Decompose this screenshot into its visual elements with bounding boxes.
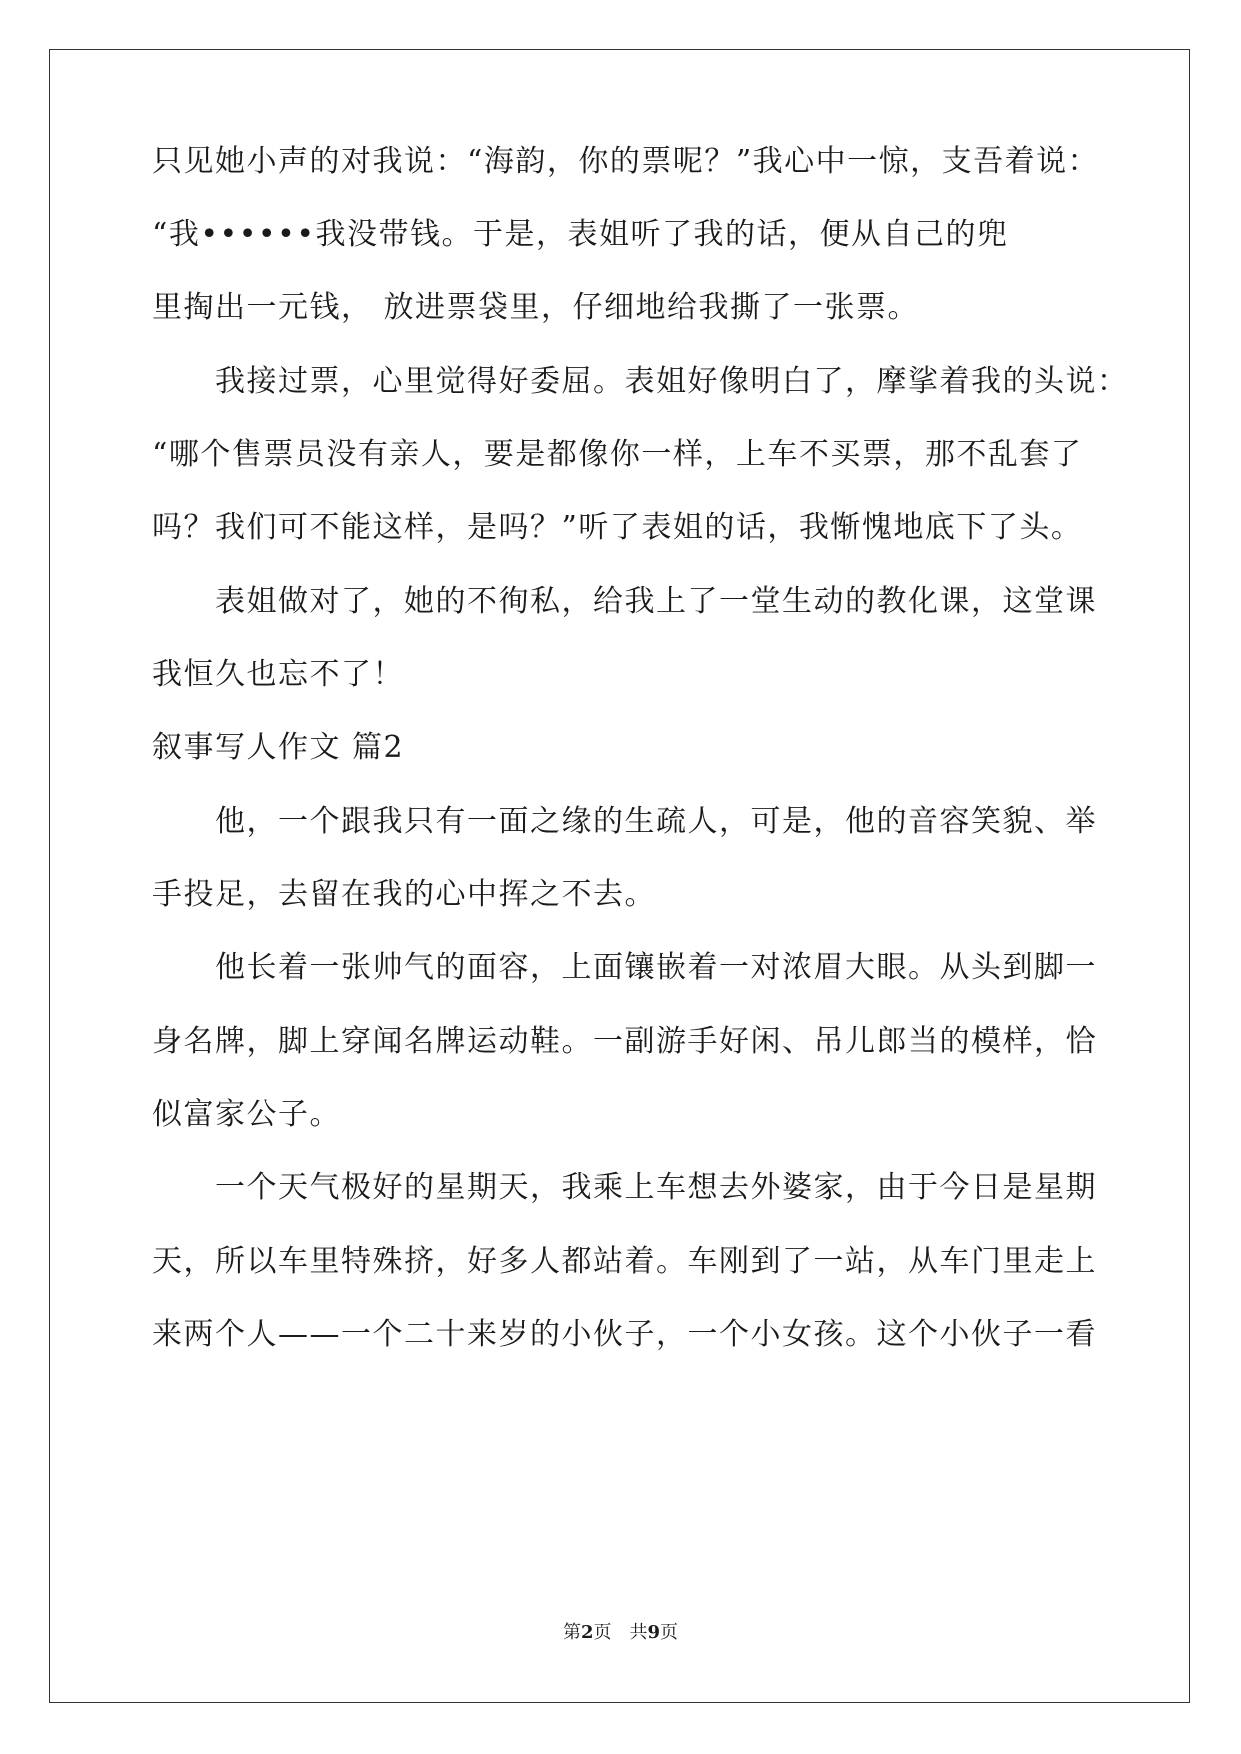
text-line: 似富家公子。 bbox=[152, 1097, 341, 1132]
page-current: 2 bbox=[580, 1622, 594, 1643]
text-line: 我恒久也忘不了！ bbox=[152, 657, 404, 692]
page-suffix: 页 bbox=[660, 1622, 679, 1643]
text-line: 我接过票，心里觉得好委屈。表姐好像明白了，摩挲着我的头说： bbox=[152, 364, 1129, 399]
text-line: 来两个人——一个二十来岁的小伙子，一个小女孩。这个小伙子一看 bbox=[152, 1317, 1097, 1352]
text-line: 表姐做对了，她的不徇私，给我上了一堂生动的教化课，这堂课 bbox=[152, 584, 1097, 619]
text-line: “我••••••我没带钱。于是，表姐听了我的话，便从自己的兜 bbox=[152, 217, 1009, 252]
text-line: 只见她小声的对我说：“海韵，你的票呢？”我心中一惊，支吾着说： bbox=[152, 144, 1100, 179]
text-line: 天，所以车里特殊挤，好多人都站着。车刚到了一站，从车门里走上 bbox=[152, 1244, 1097, 1279]
text-line: 身名牌，脚上穿闻名牌运动鞋。一副游手好闲、吊儿郎当的模样，恰 bbox=[152, 1024, 1097, 1059]
section-heading: 叙事写人作文 篇2 bbox=[152, 730, 405, 765]
page-prefix: 第 bbox=[562, 1622, 581, 1643]
page-mid: 页 共 bbox=[593, 1622, 648, 1643]
text-line: 他长着一张帅气的面容，上面镶嵌着一对浓眉大眼。从头到脚一 bbox=[152, 950, 1097, 985]
page-total: 9 bbox=[647, 1622, 661, 1643]
text-line: 手投足，去留在我的心中挥之不去。 bbox=[152, 877, 656, 912]
text-line: 一个天气极好的星期天，我乘上车想去外婆家，由于今日是星期 bbox=[152, 1170, 1097, 1205]
text-line: 里掏出一元钱， 放进票袋里，仔细地给我撕了一张票。 bbox=[152, 290, 920, 325]
text-line: 他，一个跟我只有一面之缘的生疏人，可是，他的音容笑貌、举 bbox=[152, 804, 1097, 839]
page-footer bbox=[0, 1618, 1241, 1644]
text-line: 吗？我们可不能这样，是吗？”听了表姐的话，我惭愧地底下了头。 bbox=[152, 510, 1083, 545]
text-line: “哪个售票员没有亲人，要是都像你一样，上车不买票，那不乱套了 bbox=[152, 437, 1083, 472]
